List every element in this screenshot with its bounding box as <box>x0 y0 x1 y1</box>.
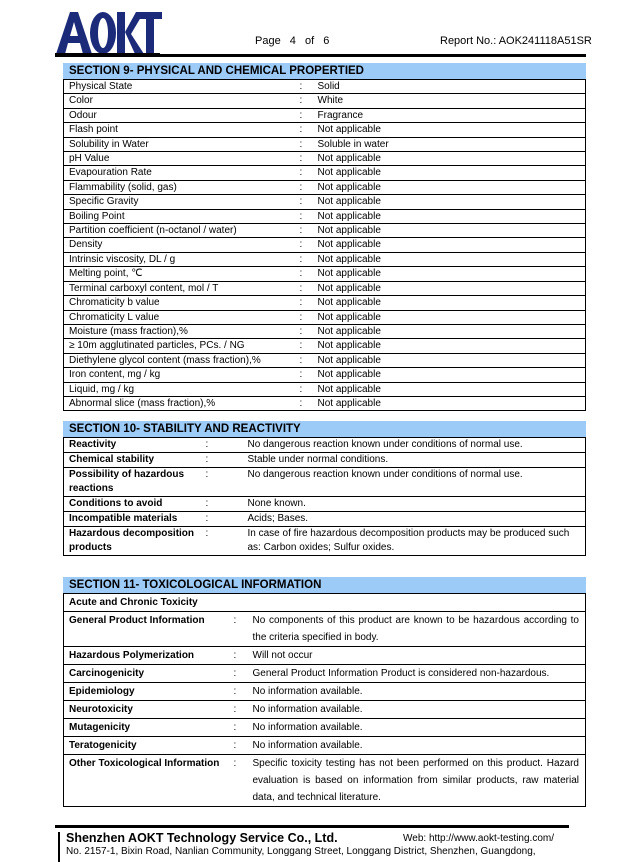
property-value: Solid <box>313 80 586 94</box>
property-value: Not applicable <box>313 252 586 266</box>
property-row <box>64 238 586 252</box>
toxicology-separator: : <box>234 683 248 701</box>
toxicology-value: No information available. <box>248 701 586 719</box>
property-value: White <box>313 94 586 108</box>
stability-label: Chemical stability <box>64 453 198 468</box>
stability-row <box>64 468 586 497</box>
stability-separator: : <box>198 497 243 512</box>
property-separator: : <box>300 252 313 266</box>
report-number: Report No.: AOK241118A51SR <box>440 35 592 47</box>
stability-value: In case of fire hazardous decomposition products may be produced such as: Carbon oxides; Sulfur oxides. <box>243 527 586 556</box>
property-value: Not applicable <box>313 180 586 194</box>
property-row <box>64 339 586 353</box>
property-row <box>64 80 586 94</box>
property-label: Color <box>64 94 300 108</box>
property-separator: : <box>300 195 313 209</box>
section-9-title: SECTION 9- PHYSICAL AND CHEMICAL PROPERTIED <box>63 63 586 79</box>
property-value: Not applicable <box>313 238 586 252</box>
toxicology-separator: : <box>234 647 248 665</box>
stability-separator: : <box>198 468 243 497</box>
property-separator: : <box>300 137 313 151</box>
property-label: Intrinsic viscosity, DL / g <box>64 252 300 266</box>
property-separator: : <box>300 80 313 94</box>
toxicology-label: Mutagenicity <box>64 719 234 737</box>
property-value: Not applicable <box>313 224 586 238</box>
property-value: Not applicable <box>313 382 586 396</box>
toxicology-row <box>64 612 586 647</box>
property-value: Not applicable <box>313 267 586 281</box>
property-separator: : <box>300 94 313 108</box>
toxicology-separator: : <box>234 701 248 719</box>
property-value: Not applicable <box>313 152 586 166</box>
toxicology-value: Specific toxicity testing has not been performed on this product. Hazard evaluation is based on information from similar products, raw material data, and technical literature. <box>248 755 586 807</box>
toxicology-value: No information available. <box>248 683 586 701</box>
property-value: Not applicable <box>313 339 586 353</box>
property-row <box>64 296 586 310</box>
page-total: 6 <box>323 35 330 47</box>
toxicology-row <box>64 719 586 737</box>
property-separator: : <box>300 224 313 238</box>
toxicology-separator: : <box>234 737 248 755</box>
property-value: Not applicable <box>313 396 586 410</box>
property-row <box>64 195 586 209</box>
property-label: Evapouration Rate <box>64 166 300 180</box>
stability-separator: : <box>198 438 243 453</box>
property-row <box>64 396 586 410</box>
property-row <box>64 137 586 151</box>
property-value: Not applicable <box>313 281 586 295</box>
property-label: Boiling Point <box>64 209 300 223</box>
toxicology-label: Hazardous Polymerization <box>64 647 234 665</box>
section-10-title: SECTION 10- STABILITY AND REACTIVITY <box>63 421 586 437</box>
property-value: Not applicable <box>313 310 586 324</box>
stability-value: None known. <box>243 497 586 512</box>
property-value: Not applicable <box>313 123 586 137</box>
property-separator: : <box>300 267 313 281</box>
section-11-table <box>63 593 586 807</box>
toxicology-row <box>64 701 586 719</box>
toxicology-value: No components of this product are known to be hazardous according to the criteria specified in body. <box>248 612 586 647</box>
property-row <box>64 324 586 338</box>
property-separator: : <box>300 396 313 410</box>
property-value: Soluble in water <box>313 137 586 151</box>
property-label: pH Value <box>64 152 300 166</box>
toxicology-label: Other Toxicological Information <box>64 755 234 807</box>
property-row <box>64 166 586 180</box>
property-separator: : <box>300 166 313 180</box>
footer-accent-bar <box>58 832 60 862</box>
section-10 <box>63 421 586 556</box>
toxicology-row <box>64 755 586 807</box>
property-separator: : <box>300 339 313 353</box>
aokt-logo <box>56 10 162 56</box>
toxicology-row <box>64 737 586 755</box>
page-of: of <box>304 35 315 47</box>
property-separator: : <box>300 382 313 396</box>
property-label: Solubility in Water <box>64 137 300 151</box>
stability-row <box>64 512 586 527</box>
stability-row <box>64 453 586 468</box>
property-row <box>64 209 586 223</box>
property-row <box>64 224 586 238</box>
property-label: Moisture (mass fraction),% <box>64 324 300 338</box>
page-current: 4 <box>289 35 296 47</box>
property-label: Partition coefficient (n-octanol / water) <box>64 224 300 238</box>
property-label: ≥ 10m agglutinated particles, PCs. / NG <box>64 339 300 353</box>
toxicology-row <box>64 665 586 683</box>
section-11 <box>63 577 586 807</box>
section-11-title: SECTION 11- TOXICOLOGICAL INFORMATION <box>63 577 586 593</box>
stability-label: Hazardous decomposition products <box>64 527 198 556</box>
property-label: Iron content, mg / kg <box>64 368 300 382</box>
property-label: Flammability (solid, gas) <box>64 180 300 194</box>
toxicology-row <box>64 683 586 701</box>
property-separator: : <box>300 310 313 324</box>
stability-separator: : <box>198 453 243 468</box>
property-value: Not applicable <box>313 324 586 338</box>
property-separator: : <box>300 296 313 310</box>
stability-separator: : <box>198 527 243 556</box>
property-row <box>64 152 586 166</box>
property-row <box>64 94 586 108</box>
stability-row <box>64 497 586 512</box>
property-value: Not applicable <box>313 166 586 180</box>
property-row <box>64 180 586 194</box>
property-separator: : <box>300 324 313 338</box>
property-value: Not applicable <box>313 353 586 367</box>
section-11-subheading-row <box>64 594 586 612</box>
property-separator: : <box>300 152 313 166</box>
stability-row <box>64 527 586 556</box>
stability-row <box>64 438 586 453</box>
property-label: Liquid, mg / kg <box>64 382 300 396</box>
property-separator: : <box>300 281 313 295</box>
header-divider <box>55 54 586 57</box>
stability-separator: : <box>198 512 243 527</box>
property-row <box>64 310 586 324</box>
property-row <box>64 281 586 295</box>
page-label: Page <box>255 35 281 47</box>
property-separator: : <box>300 368 313 382</box>
property-value: Not applicable <box>313 209 586 223</box>
property-value: Fragrance <box>313 108 586 122</box>
property-separator: : <box>300 209 313 223</box>
toxicology-separator: : <box>234 612 248 647</box>
property-separator: : <box>300 353 313 367</box>
stability-label: Incompatible materials <box>64 512 198 527</box>
property-label: Abnormal slice (mass fraction),% <box>64 396 300 410</box>
footer-divider <box>55 825 569 828</box>
property-row <box>64 368 586 382</box>
property-label: Odour <box>64 108 300 122</box>
stability-value: No dangerous reaction known under conditions of normal use. <box>243 438 586 453</box>
property-row <box>64 108 586 122</box>
property-row <box>64 267 586 281</box>
section-11-subheading: Acute and Chronic Toxicity <box>64 594 586 612</box>
property-label: Terminal carboxyl content, mol / T <box>64 281 300 295</box>
toxicology-label: Neurotoxicity <box>64 701 234 719</box>
toxicology-separator: : <box>234 665 248 683</box>
stability-value: Acids; Bases. <box>243 512 586 527</box>
property-value: Not applicable <box>313 195 586 209</box>
toxicology-value: No information available. <box>248 737 586 755</box>
stability-value: Stable under normal conditions. <box>243 453 586 468</box>
property-value: Not applicable <box>313 296 586 310</box>
section-9 <box>63 63 586 411</box>
property-separator: : <box>300 180 313 194</box>
property-label: Physical State <box>64 80 300 94</box>
toxicology-label: Teratogenicity <box>64 737 234 755</box>
property-label: Melting point, ℃ <box>64 267 300 281</box>
toxicology-value: General Product Information Product is considered non-hazardous. <box>248 665 586 683</box>
property-row <box>64 382 586 396</box>
toxicology-label: Carcinogenicity <box>64 665 234 683</box>
toxicology-label: Epidemiology <box>64 683 234 701</box>
stability-value: No dangerous reaction known under conditions of normal use. <box>243 468 586 497</box>
stability-label: Reactivity <box>64 438 198 453</box>
property-separator: : <box>300 108 313 122</box>
section-9-table <box>63 79 586 411</box>
toxicology-separator: : <box>234 755 248 807</box>
section-10-table <box>63 437 586 556</box>
property-label: Density <box>64 238 300 252</box>
property-row <box>64 252 586 266</box>
footer-web-link[interactable]: Web: http://www.aokt-testing.com/ <box>403 833 554 844</box>
property-separator: : <box>300 123 313 137</box>
property-label: Flash point <box>64 123 300 137</box>
stability-label: Conditions to avoid <box>64 497 198 512</box>
footer-company: Shenzhen AOKT Technology Service Co., Ltd. <box>66 831 338 845</box>
property-value: Not applicable <box>313 368 586 382</box>
property-label: Chromaticity L value <box>64 310 300 324</box>
footer-address: No. 2157-1, Bixin Road, Nanlian Community, Longgang Street, Longgang District, Shenzhen, Guangdong, <box>66 846 536 857</box>
property-label: Chromaticity b value <box>64 296 300 310</box>
stability-label: Possibility of hazardous reactions <box>64 468 198 497</box>
toxicology-label: General Product Information <box>64 612 234 647</box>
toxicology-value: No information available. <box>248 719 586 737</box>
toxicology-row <box>64 647 586 665</box>
toxicology-separator: : <box>234 719 248 737</box>
property-label: Specific Gravity <box>64 195 300 209</box>
property-row <box>64 353 586 367</box>
toxicology-value: Will not occur <box>248 647 586 665</box>
property-row <box>64 123 586 137</box>
page-indicator <box>255 35 335 47</box>
property-label: Diethylene glycol content (mass fraction),% <box>64 353 300 367</box>
property-separator: : <box>300 238 313 252</box>
